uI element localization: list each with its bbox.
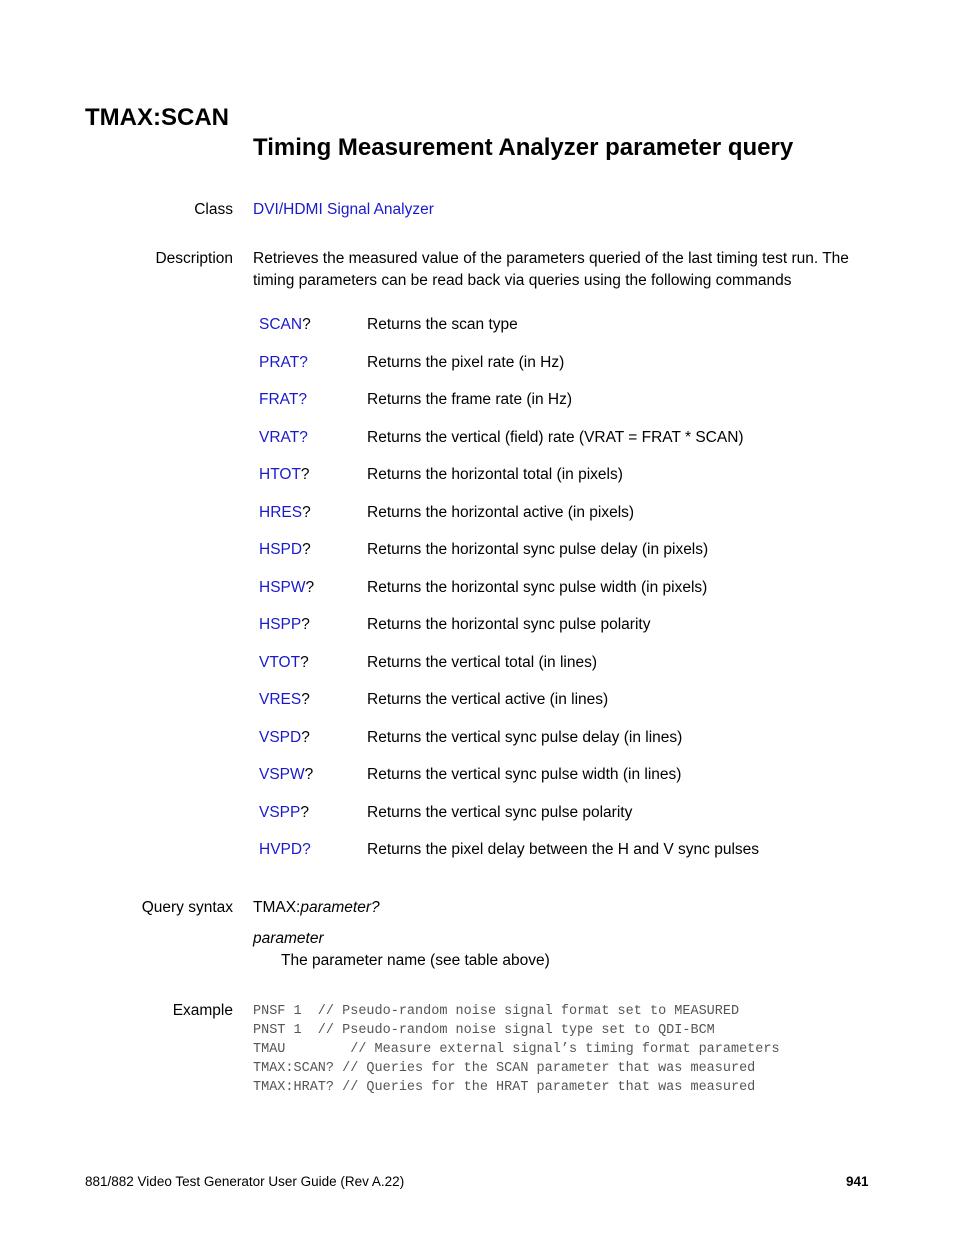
parameter-description: Returns the vertical total (in lines) <box>367 653 598 671</box>
page-title: Timing Measurement Analyzer parameter query <box>253 134 794 161</box>
footer-guide-title: 881/882 Video Test Generator User Guide (Rev A.22) <box>85 1174 405 1189</box>
parameter-link[interactable]: VTOT <box>259 653 301 671</box>
parameter-link[interactable]: VRAT? <box>259 428 308 446</box>
example-code-line: TMAX:HRAT? // Queries for the HRAT parameter that was measured <box>253 1079 756 1095</box>
parameter-row <box>259 316 879 338</box>
parameter-description: Returns the vertical active (in lines) <box>367 691 609 708</box>
description-label: Description <box>155 250 233 267</box>
parameter-command <box>259 616 310 634</box>
param-name-label: parameter <box>253 930 324 947</box>
parameter-command <box>259 654 309 672</box>
query-param: parameter? <box>300 899 380 916</box>
parameter-command <box>259 541 311 559</box>
parameter-link[interactable]: HTOT <box>259 466 301 483</box>
parameter-description: Returns the scan type <box>367 316 518 333</box>
parameter-command <box>259 579 314 597</box>
parameter-link[interactable]: VSPD <box>259 728 302 746</box>
parameter-link[interactable]: VSPW <box>259 766 305 783</box>
query-syntax <box>253 899 380 917</box>
parameter-description: Returns the pixel rate (in Hz) <box>367 353 565 371</box>
parameter-row <box>259 616 879 638</box>
parameter-command <box>259 466 310 484</box>
parameter-command <box>259 691 310 709</box>
example-label: Example <box>172 1002 233 1019</box>
parameter-link[interactable]: PRAT? <box>259 353 308 371</box>
parameter-link[interactable]: FRAT? <box>259 391 307 408</box>
parameter-command <box>259 729 310 747</box>
parameter-row <box>259 804 879 826</box>
query-prefix: TMAX: <box>253 899 301 916</box>
description-text: Retrieves the measured value of the parameters queried of the last timing test run. The timing parameters can be read back via queries using the following commands <box>253 250 849 289</box>
parameter-row <box>259 729 879 751</box>
example-code-block <box>253 1003 780 1098</box>
parameter-row <box>259 504 879 526</box>
parameter-row <box>259 579 879 601</box>
parameter-command <box>259 391 307 409</box>
parameter-link[interactable]: VRES <box>259 691 302 708</box>
example-code-line: TMAU // Measure external signal’s timing format parameters <box>253 1041 780 1057</box>
parameter-row <box>259 541 879 563</box>
parameter-description: Returns the vertical sync pulse polarity <box>367 803 633 821</box>
class-label: Class <box>194 201 233 218</box>
parameter-suffix: ? <box>300 803 309 821</box>
parameter-suffix: ? <box>301 616 310 633</box>
parameter-description: Returns the pixel delay between the H and V sync pulses <box>367 841 760 858</box>
parameter-link[interactable]: HVPD? <box>259 841 311 858</box>
parameter-link[interactable]: HSPP <box>259 616 302 633</box>
parameter-description: Returns the horizontal sync pulse polarity <box>367 616 651 633</box>
parameter-link[interactable]: HSPW <box>259 578 306 596</box>
parameter-row <box>259 841 879 863</box>
parameter-row <box>259 654 879 676</box>
parameter-link[interactable]: HRES <box>259 503 303 521</box>
example-code-line: TMAX:SCAN? // Queries for the SCAN parameter that was measured <box>253 1060 756 1076</box>
parameter-row <box>259 691 879 713</box>
parameter-description: Returns the vertical sync pulse delay (in lines) <box>367 728 683 746</box>
parameter-link[interactable]: VSPP <box>259 803 301 821</box>
parameter-suffix: ? <box>301 691 310 708</box>
parameter-description: Returns the vertical (field) rate (VRAT = FRAT * SCAN) <box>367 428 744 446</box>
parameter-command <box>259 504 311 522</box>
parameter-row <box>259 429 879 451</box>
footer-page-number: 941 <box>846 1174 869 1189</box>
parameter-row <box>259 354 879 376</box>
parameter-command <box>259 429 308 447</box>
parameter-command <box>259 316 311 334</box>
parameter-suffix: ? <box>300 466 310 483</box>
parameter-description: Returns the horizontal sync pulse delay (in pixels) <box>367 541 709 558</box>
parameter-command <box>259 766 313 784</box>
parameter-command <box>259 354 308 372</box>
class-link[interactable]: DVI/HDMI Signal Analyzer <box>253 201 434 218</box>
parameter-command <box>259 804 309 822</box>
parameter-description: Returns the frame rate (in Hz) <box>367 391 573 408</box>
parameter-suffix: ? <box>302 316 311 333</box>
parameter-description: Returns the horizontal total (in pixels) <box>367 466 623 483</box>
parameter-row <box>259 466 879 488</box>
query-syntax-label: Query syntax <box>141 899 233 916</box>
parameter-suffix: ? <box>302 541 311 558</box>
parameter-suffix: ? <box>302 503 311 521</box>
example-code-line: PNSF 1 // Pseudo-random noise signal format set to MEASURED <box>253 1004 740 1019</box>
command-heading: TMAX:SCAN <box>85 104 229 131</box>
parameter-description: Returns the vertical sync pulse width (in lines) <box>367 766 682 783</box>
parameter-row <box>259 766 879 788</box>
parameter-suffix: ? <box>301 728 310 746</box>
parameter-link[interactable]: SCAN <box>259 316 303 333</box>
parameter-command <box>259 841 311 859</box>
param-name-description: The parameter name (see table above) <box>281 952 550 969</box>
parameter-description: Returns the horizontal active (in pixels) <box>367 503 635 521</box>
parameter-suffix: ? <box>304 766 314 783</box>
parameter-suffix: ? <box>305 578 315 596</box>
parameter-suffix: ? <box>300 653 309 671</box>
parameter-description: Returns the horizontal sync pulse width (in pixels) <box>367 578 708 596</box>
parameter-link[interactable]: HSPD <box>259 541 303 558</box>
example-code-line: PNST 1 // Pseudo-random noise signal type set to QDI-BCM <box>253 1022 715 1038</box>
parameter-row <box>259 391 879 413</box>
